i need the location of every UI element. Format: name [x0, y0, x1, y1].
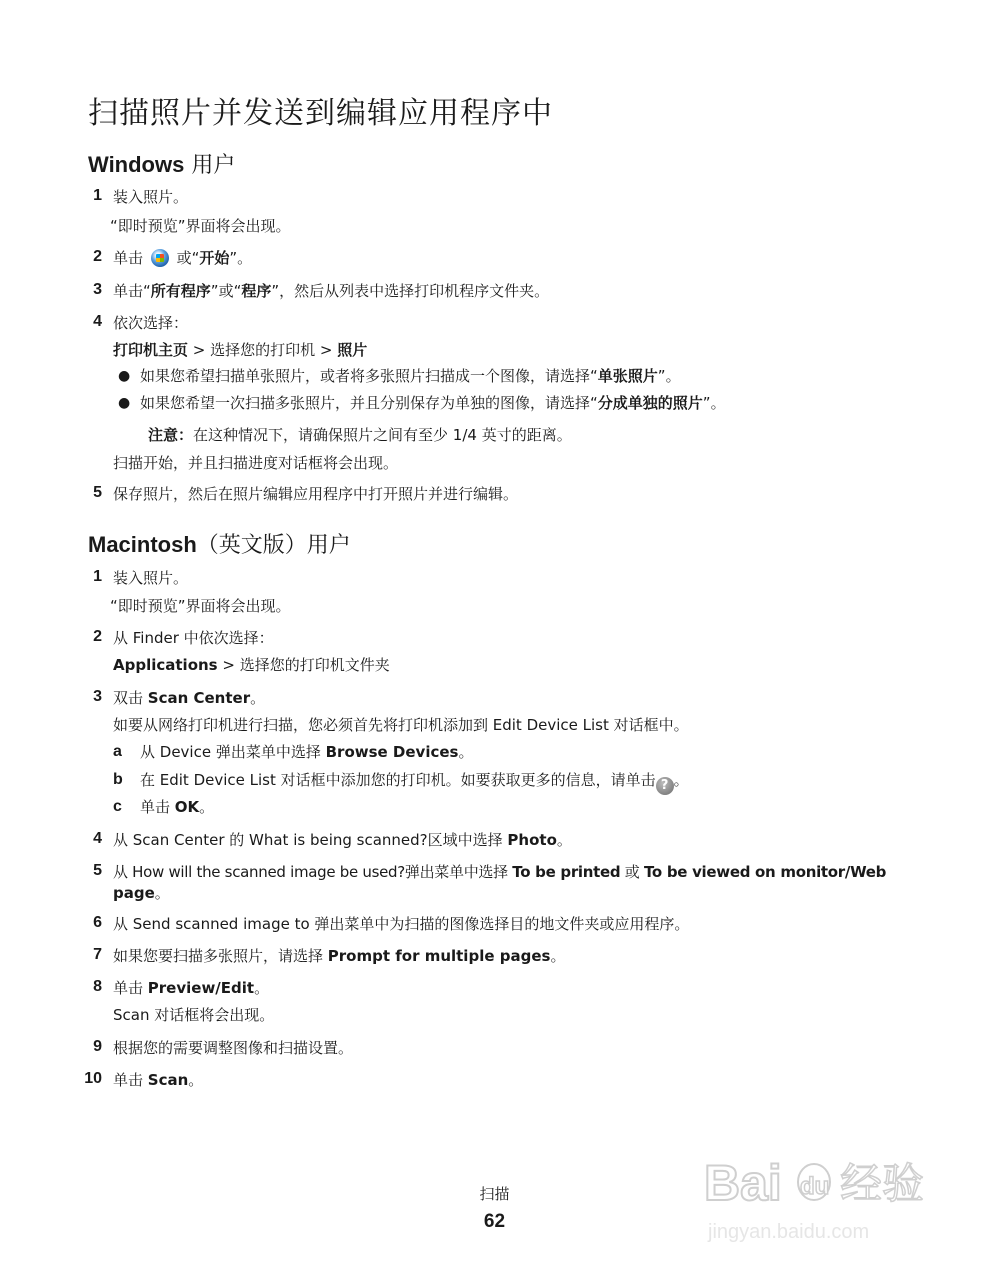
substep-label: b: [113, 771, 123, 788]
step-number: 4: [93, 313, 102, 330]
step-number: 5: [93, 484, 102, 501]
step-number: 2: [93, 628, 102, 645]
bullet-item: 如果您希望扫描单张照片，或者将多张照片扫描成一个图像，请选择“单张照片”。: [140, 367, 681, 385]
step-number: 5: [93, 862, 102, 879]
step-number: 4: [93, 830, 102, 847]
section-heading-windows: Windows 用户: [88, 152, 236, 178]
step-number: 1: [93, 568, 102, 585]
step-text: 如果您要扫描多张照片，请选择 Prompt for multiple pages。: [113, 947, 566, 965]
footer-section-label: 扫描: [479, 1185, 510, 1203]
step-note: “即时预览”界面将会出现。: [110, 597, 291, 615]
bullet-item: 如果您希望一次扫描多张照片，并且分别保存为单独的图像，请选择“分成单独的照片”。: [140, 394, 726, 412]
step-text-continued: page。: [113, 884, 170, 902]
note: 注意：在这种情况下，请确保照片之间有至少 1/4 英寸的距离。: [148, 426, 572, 444]
step-text: 从 Scan Center 的 What is being scanned?区域中选择 Photo。: [113, 831, 572, 849]
page-number: 62: [483, 1211, 506, 1232]
substep-text: 单击 OK。: [140, 798, 215, 816]
svg-text:经验: 经验: [840, 1159, 925, 1208]
step-text: 装入照片。: [113, 569, 189, 587]
step-note: 扫描开始，并且扫描进度对话框将会出现。: [113, 454, 399, 472]
step-text: 从 How will the scanned image be used?弹出菜单中选择 To be printed 或 To be viewed on monitor/Web: [113, 863, 887, 881]
step-number: 7: [93, 946, 102, 963]
step-number: 6: [93, 914, 102, 931]
step-text: 单击 Preview/Edit。: [113, 979, 270, 997]
step-text: 从 Send scanned image to 弹出菜单中为扫描的图像选择目的地文件夹或应用程序。: [113, 915, 690, 933]
step-text: 从 Finder 中依次选择：: [113, 629, 274, 647]
bullet-icon: ●: [118, 368, 131, 384]
step-text: 单击“所有程序”或“程序”，然后从列表中选择打印机程序文件夹。: [113, 282, 550, 300]
step-text: 双击 Scan Center。: [113, 689, 266, 707]
step-number: 3: [93, 281, 102, 298]
step-text: 装入照片。: [113, 188, 189, 206]
step-text: 根据您的需要调整图像和扫描设置。: [113, 1039, 354, 1057]
step-number: 8: [93, 978, 102, 995]
substep-text: 在 Edit Device List 对话框中添加您的打印机。如要获取更多的信息，请单击 ? 。: [140, 771, 689, 793]
substep-text: 从 Device 弹出菜单中选择 Browse Devices。: [140, 743, 474, 761]
page-title: 扫描照片并发送到编辑应用程序中: [88, 96, 553, 131]
step-text: 单击 或“开始”。: [113, 249, 253, 267]
watermark-brand: Bai: [704, 1155, 782, 1211]
step-number: 3: [93, 688, 102, 705]
windows-start-icon[interactable]: [151, 249, 169, 267]
help-icon[interactable]: ?: [656, 777, 674, 795]
substep-label: c: [113, 798, 122, 815]
step-text: 保存照片，然后在照片编辑应用程序中打开照片并进行编辑。: [113, 485, 519, 503]
step-note: 如要从网络打印机进行扫描，您必须首先将打印机添加到 Edit Device List 对话框中。: [113, 716, 689, 734]
step-number: 2: [93, 248, 102, 265]
step-text: 单击 Scan。: [113, 1071, 204, 1089]
step-text: 依次选择：: [113, 314, 189, 332]
step-note: “即时预览”界面将会出现。: [110, 217, 291, 235]
baidu-watermark-logo: [700, 1138, 930, 1248]
step-number: 10: [84, 1070, 102, 1087]
watermark-url: jingyan.baidu.com: [708, 1221, 870, 1243]
menu-path: Applications > 选择您的打印机文件夹: [113, 656, 390, 674]
substep-label: a: [113, 743, 122, 760]
step-note: Scan 对话框将会出现。: [113, 1006, 275, 1024]
step-number: 9: [93, 1038, 102, 1055]
menu-path: 打印机主页 > 选择您的打印机 > 照片: [113, 341, 368, 359]
section-heading-macintosh: Macintosh（英文版）用户: [88, 532, 351, 558]
step-number: 1: [93, 187, 102, 204]
svg-text:du: du: [800, 1173, 830, 1200]
bullet-icon: ●: [118, 395, 131, 411]
